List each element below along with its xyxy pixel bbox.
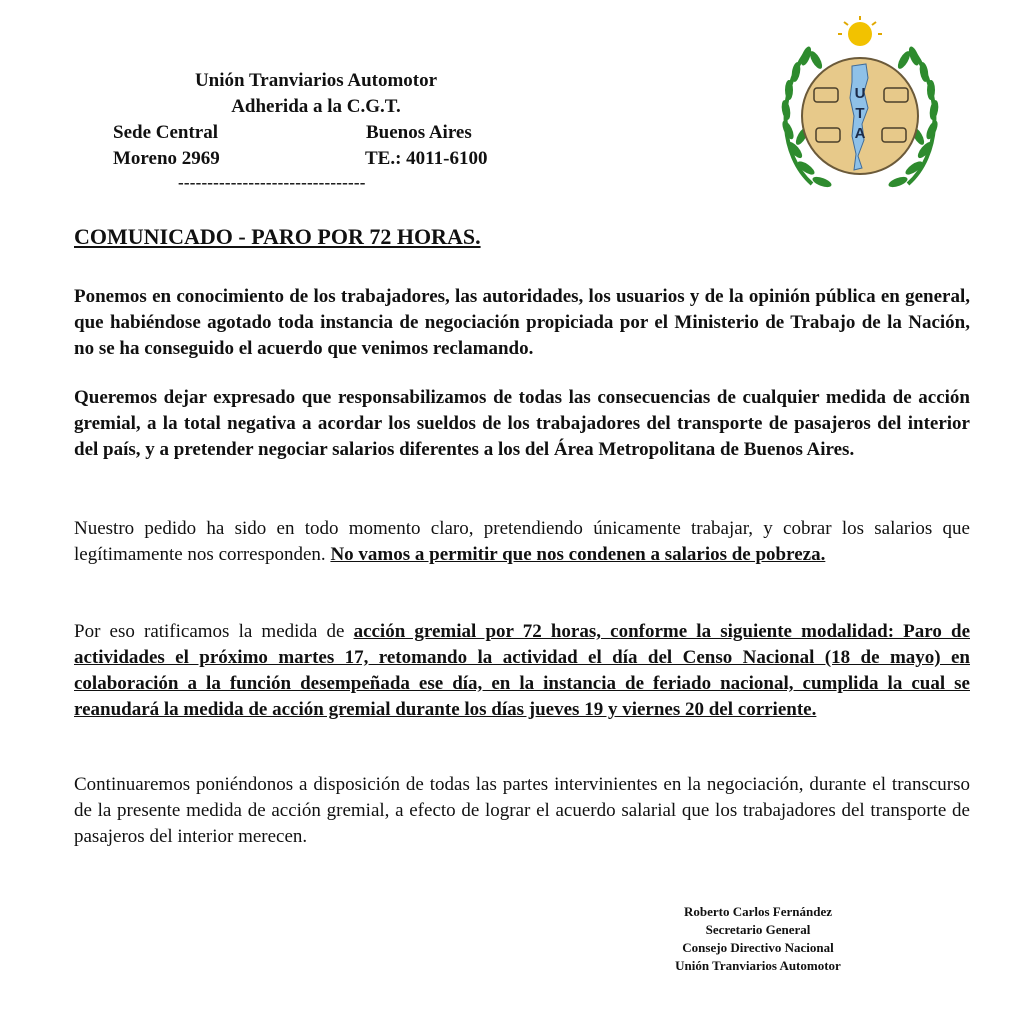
signer-org: Unión Tranviarios Automotor: [675, 958, 841, 973]
signature-block: [628, 903, 888, 975]
sede-label: Sede Central: [113, 122, 219, 143]
paragraph-2: Queremos dejar expresado que responsabilizamos de todas las consecuencias de cualquier medida de acción gremial, a la total negativa a acordar los sueldos de los trabajadores del transporte de pasajeros del interior del país, y a pretender negociar salarios diferentes a los del Área Metropolitana de Buenos Aires.: [74, 387, 970, 460]
paragraph-3-text: Nuestro pedido ha sido en todo momento claro, pretendiendo únicamente trabajar, y cobrar los salarios que legítimamente nos corresponden.: [74, 518, 970, 565]
signer-council: Consejo Directivo Nacional: [682, 940, 834, 955]
org-name: Unión Tranviarios Automotor: [194, 70, 438, 91]
paragraph-3-emphasis: No vamos a permitir que nos condenen a salarios de pobreza.: [330, 544, 826, 565]
header-divider: --------------------------------: [178, 173, 366, 192]
city-label: Buenos Aires: [366, 122, 472, 143]
logo-letter-a: A: [854, 125, 866, 142]
address-label: Moreno 2969: [113, 148, 220, 169]
logo-letter-t: T: [855, 105, 865, 122]
signer-role: Secretario General: [705, 922, 811, 937]
paragraph-3: [74, 516, 970, 568]
paragraph-4-text: Por eso ratificamos la medida de: [74, 621, 354, 642]
logo-letter-u: U: [854, 85, 866, 102]
document-title: COMUNICADO - PARO POR 72 HORAS.: [74, 224, 481, 249]
paragraph-5: Continuaremos poniéndonos a disposición de todas las partes intervinientes en la negociación, durante el transcurso de la presente medida de acción gremial, a efecto de lograr el acuerdo salarial que los trabajadores del transporte de pasajeros del interior merecen.: [74, 774, 970, 847]
uta-logo-icon: [772, 16, 948, 196]
affiliation-line: Adherida a la C.G.T.: [231, 96, 401, 117]
paragraph-4-emphasis: acción gremial por 72 horas, conforme la siguiente modalidad: Paro de actividades el próximo martes 17, retomando la actividad el día del Censo Nacional (18 de mayo) en colaboración a la función desempeñada ese día, en la instancia de feriado nacional, cumplida la cual se reanudará la medida de acción gremial durante los días jueves 19 y viernes 20 del corriente.: [74, 621, 970, 720]
phone-label: TE.: 4011-6100: [365, 148, 488, 169]
paragraph-1: Ponemos en conocimiento de los trabajadores, las autoridades, los usuarios y de la opinión pública en general, que habiéndose agotado toda instancia de negociación propiciada por el Ministerio de Trabajo de la Nación, no se ha conseguido el acuerdo que venimos reclamando.: [74, 286, 970, 359]
paragraph-4: [74, 619, 970, 723]
sun-icon: [838, 16, 882, 46]
signer-name: Roberto Carlos Fernández: [683, 904, 833, 919]
